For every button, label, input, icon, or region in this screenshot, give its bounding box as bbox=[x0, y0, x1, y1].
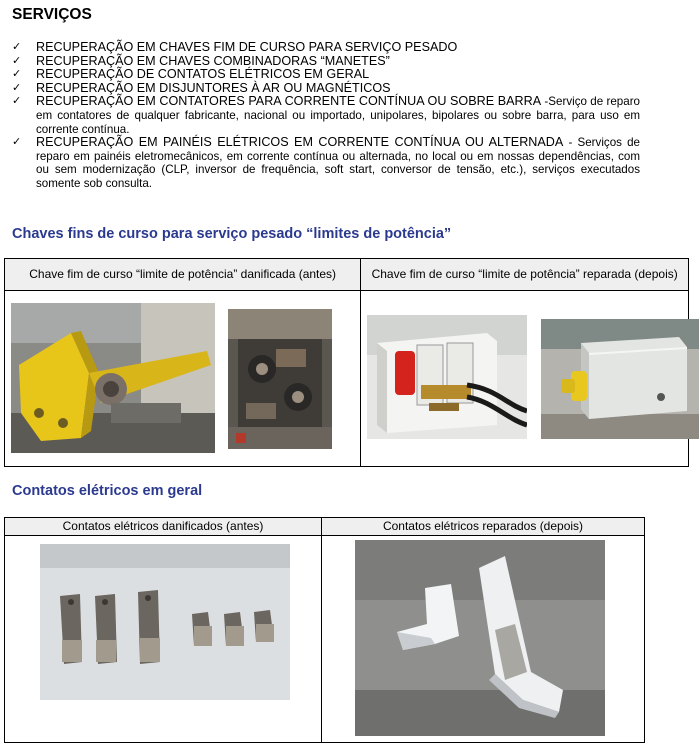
service-item bbox=[12, 68, 640, 82]
services-list bbox=[12, 41, 640, 191]
service-lead: RECUPERAÇÃO EM PAINÉIS ELÉTRICOS EM CORRENTE CONTÍNUA OU ALTERNADA bbox=[36, 135, 564, 150]
service-lead: RECUPERAÇÃO DE CONTATOS ELÉTRICOS EM GERAL bbox=[36, 67, 370, 82]
service-description: -Serviço de reparo em contatores de qualquer fabricante, nacional ou importado, unipolares, bipolares ou sobre barra, para uso em corrente contínua. bbox=[36, 95, 641, 136]
section-heading-limit-switches: Chaves fins de curso para serviço pesado “limites de potência” bbox=[12, 226, 452, 242]
section-heading-contacts: Contatos elétricos em geral bbox=[12, 483, 203, 499]
photo-repaired-switch-1 bbox=[367, 315, 527, 439]
photo-repaired-contacts bbox=[355, 540, 605, 736]
photo-damaged-contacts bbox=[40, 544, 290, 700]
photo-cell-after bbox=[322, 536, 645, 743]
page-title: SERVIÇOS bbox=[12, 6, 92, 23]
checkmark-icon: ✓ bbox=[12, 81, 22, 94]
photo-cell-after bbox=[361, 291, 689, 467]
checkmark-icon: ✓ bbox=[12, 68, 22, 81]
contacts-photo-table bbox=[4, 517, 645, 743]
column-header-after: Contatos elétricos reparados (depois) bbox=[322, 518, 645, 536]
service-item bbox=[12, 136, 640, 190]
column-header-before: Chave fim de curso “limite de potência” danificada (antes) bbox=[5, 259, 361, 291]
service-description: - Serviços de reparo em painéis eletromecânicos, em corrente contínua ou alternada, no local ou em nossas dependências, com ou sem modernização (CLP, inversor de frequência, soft start, conversor de tensão, etc.), serviços executados somente sob consulta. bbox=[36, 136, 640, 190]
service-lead: RECUPERAÇÃO EM CONTATORES PARA CORRENTE CONTÍNUA OU SOBRE BARRA bbox=[36, 94, 542, 109]
service-lead: RECUPERAÇÃO EM CHAVES COMBINADORAS “MANETES” bbox=[36, 53, 390, 68]
photo-repaired-switch-2 bbox=[541, 319, 699, 439]
checkmark-icon: ✓ bbox=[12, 54, 22, 67]
checkmark-icon: ✓ bbox=[12, 95, 22, 108]
service-item bbox=[12, 95, 640, 136]
checkmark-icon: ✓ bbox=[12, 136, 22, 149]
photo-damaged-switch-1 bbox=[11, 303, 215, 453]
service-item bbox=[12, 41, 640, 55]
service-lead: RECUPERAÇÃO EM CHAVES FIM DE CURSO PARA SERVIÇO PESADO bbox=[36, 40, 458, 54]
photo-cell-before bbox=[5, 536, 322, 743]
service-lead: RECUPERAÇÃO EM DISJUNTORES À AR OU MAGNÉTICOS bbox=[36, 80, 391, 95]
limit-switch-photo-table bbox=[4, 258, 689, 467]
column-header-before: Contatos elétricos danificados (antes) bbox=[5, 518, 322, 536]
photo-damaged-switch-2 bbox=[228, 309, 332, 449]
column-header-after: Chave fim de curso “limite de potência” reparada (depois) bbox=[361, 259, 689, 291]
checkmark-icon: ✓ bbox=[12, 41, 22, 53]
photo-cell-before bbox=[5, 291, 361, 467]
